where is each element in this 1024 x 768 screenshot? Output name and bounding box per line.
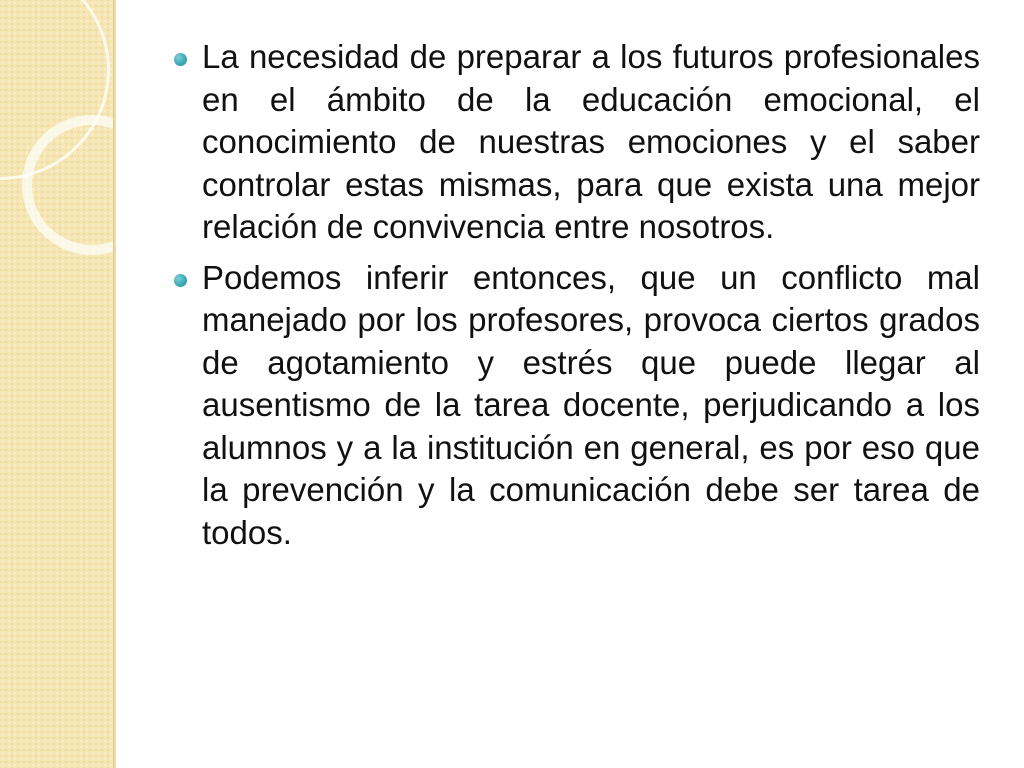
bullet-text: Podemos inferir entonces, que un conflicto mal manejado por los profesores, provoca ciertos grados de agotamiento y estrés que puede llegar al ausentismo de la tarea docente, perjudicando a los alumnos y a la institución en general, es por eso que la prevención y la comunicación debe ser tarea de todos. [202, 258, 980, 551]
sidebar-edge [113, 0, 116, 768]
bullet-item [160, 257, 980, 555]
bullet-item [160, 36, 980, 249]
decorative-sidebar [0, 0, 113, 768]
bullet-text: La necesidad de preparar a los futuros profesionales en el ámbito de la educación emocional, el conocimiento de nuestras emociones y el saber controlar estas mismas, para que exista una mejor relación de convivencia entre nosotros. [202, 38, 980, 245]
bullet-dot-icon [174, 274, 187, 287]
bullet-dot-icon [174, 53, 187, 66]
slide-content [160, 36, 980, 562]
